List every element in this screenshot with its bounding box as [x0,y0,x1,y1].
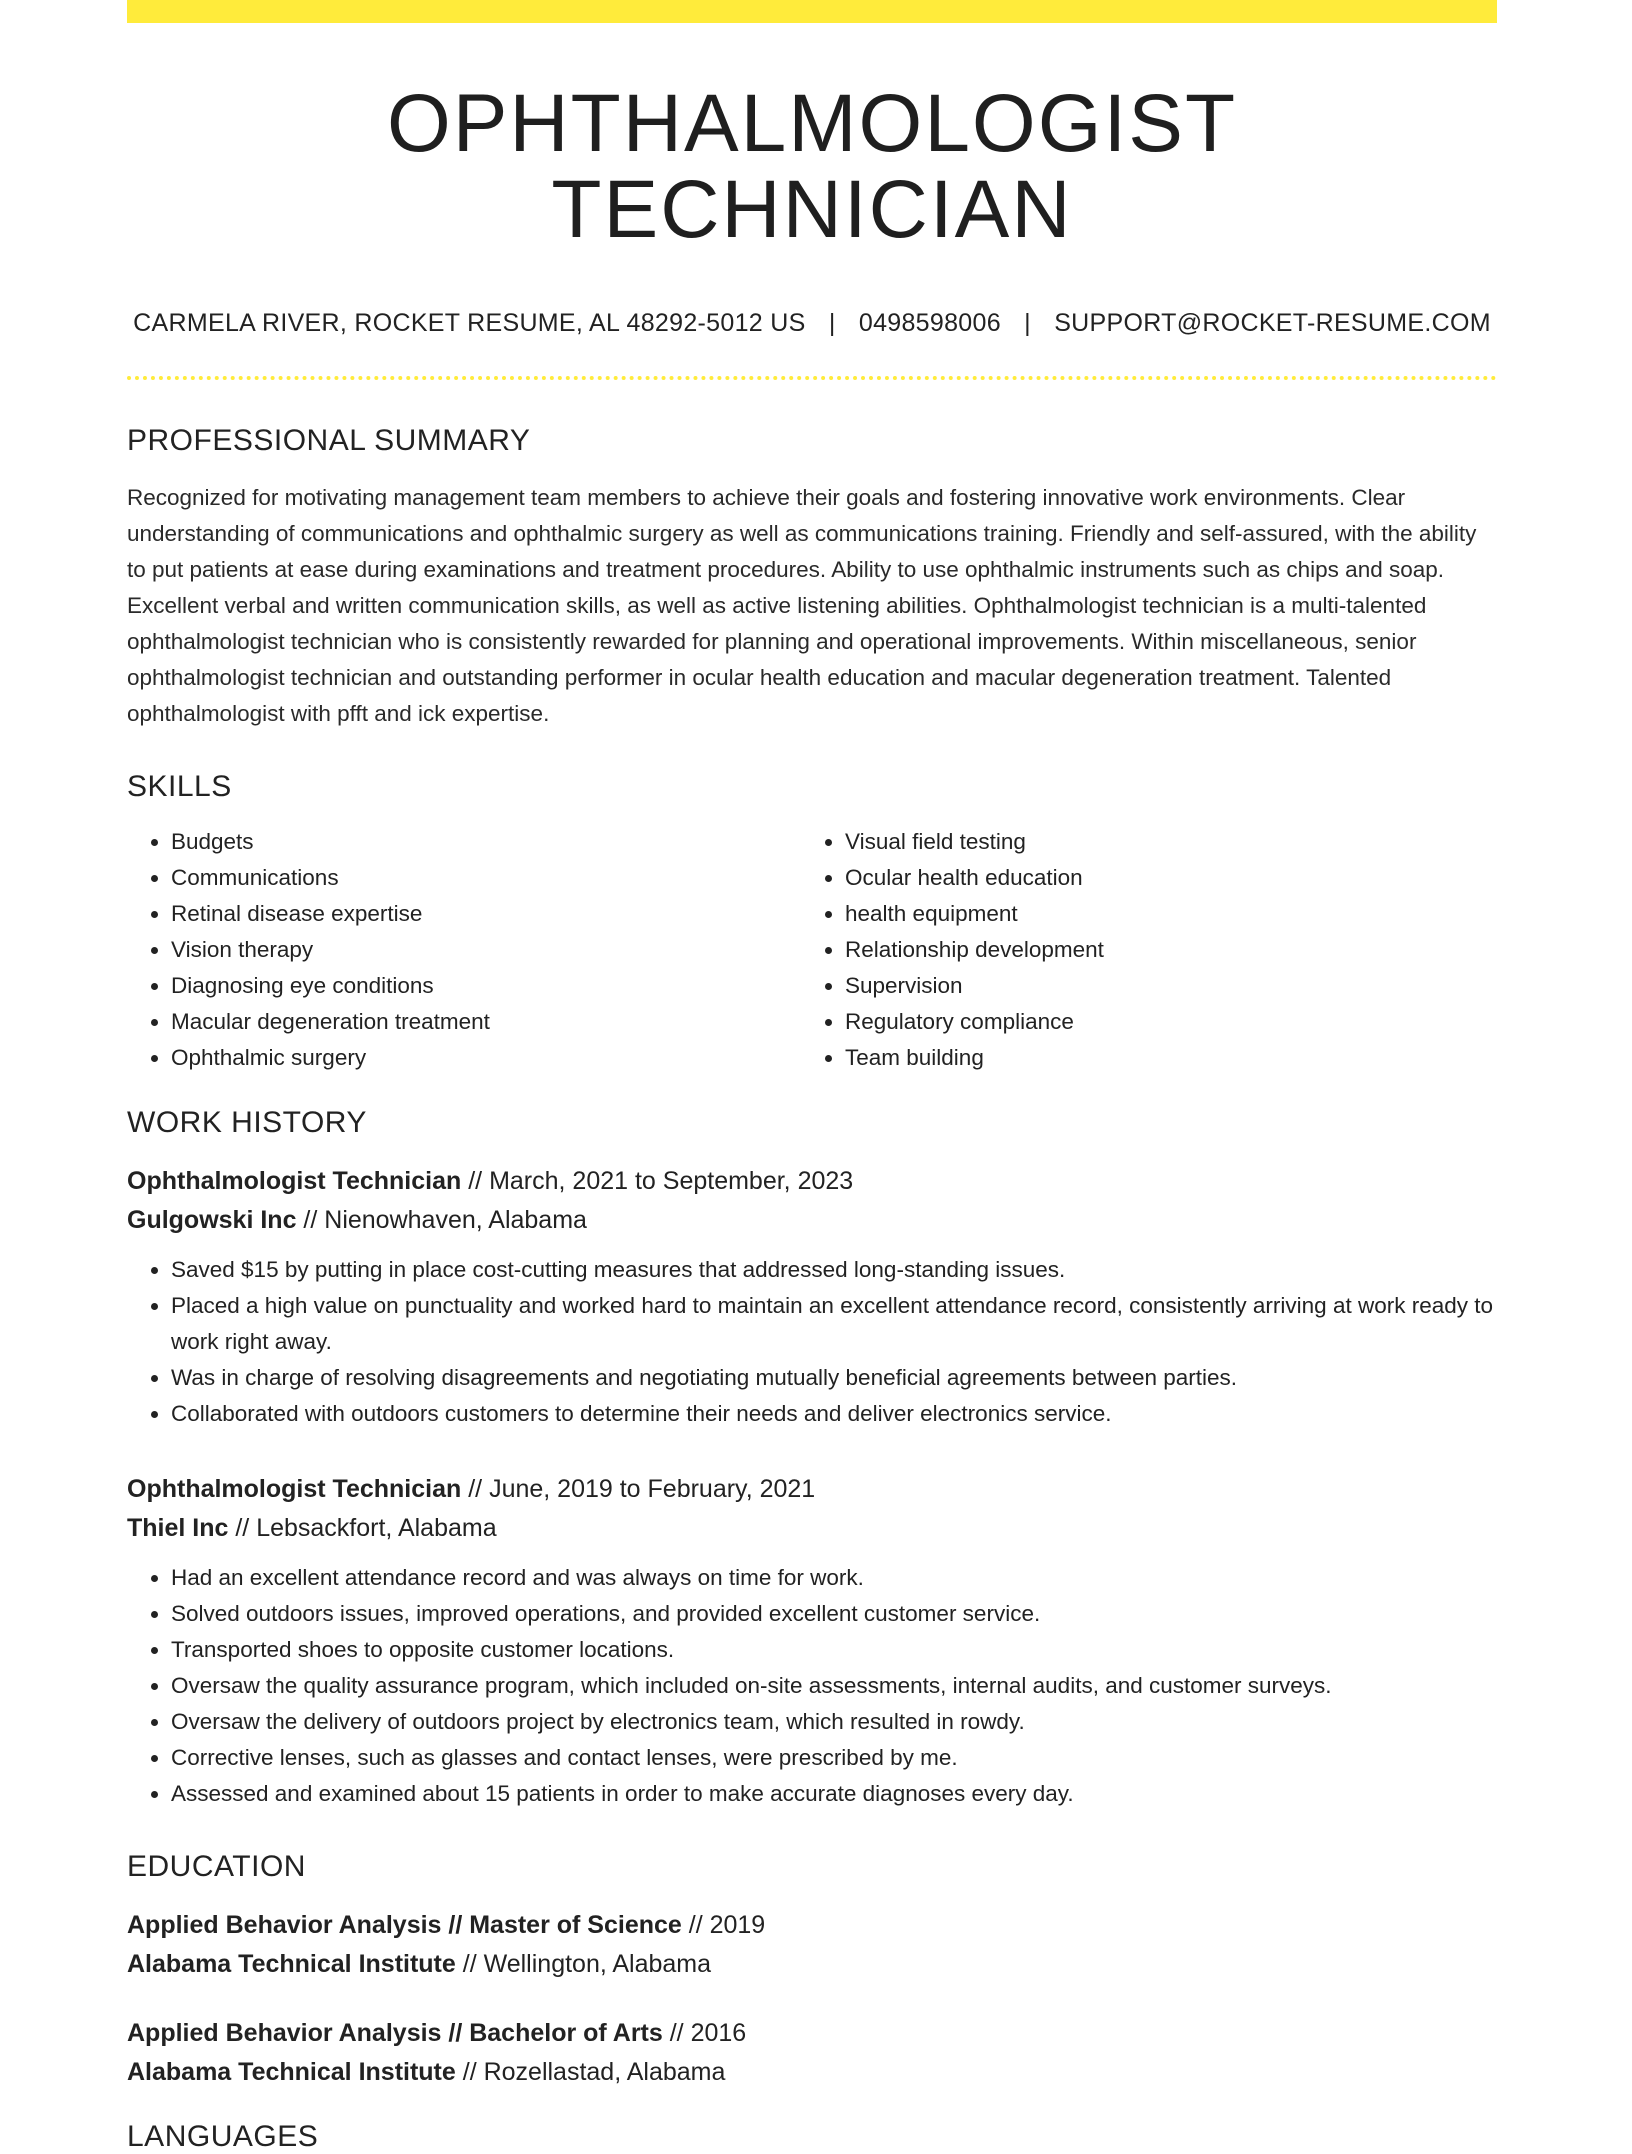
education-degree: Applied Behavior Analysis // Bachelor of Arts [127,2019,663,2048]
job-bullet: • Placed a high value on punctuality and worked hard to maintain an excellent attendance record, consistently arriving at work ready to work right away. [171,1288,1497,1360]
skill-item: • Vision therapy [171,932,801,968]
job-bullet: • Oversaw the delivery of outdoors project by electronics team, which resulted in rowdy. [171,1704,1497,1740]
education-year: // 2016 [662,2019,747,2048]
job-bullet: • Had an excellent attendance record and was always on time for work. [171,1560,1497,1596]
education-degree: Applied Behavior Analysis // Master of Science [127,1911,682,1940]
job-bullet: • Collaborated with outdoors customers to determine their needs and deliver electronics service. [171,1396,1497,1432]
skill-item: • Relationship development [845,932,1485,968]
job-dates: // March, 2021 to September, 2023 [461,1167,854,1196]
skills-heading: SKILLS [127,770,232,804]
job-entry [127,1162,1497,1432]
job-bullet: • Solved outdoors issues, improved operations, and provided excellent customer service. [171,1596,1497,1632]
skill-item: • Visual field testing [845,824,1485,860]
job-bullet: • Oversaw the quality assurance program, which included on-site assessments, internal audits, and customer surveys. [171,1668,1497,1704]
job-entry [127,1470,1497,1812]
education-year: // 2019 [681,1911,766,1940]
skills-list [127,824,1497,1076]
contact-address: CARMELA RIVER, ROCKET RESUME, AL 48292-5012 US [133,309,806,338]
job-company-line [127,1509,1497,1548]
job-bullet: • Saved $15 by putting in place cost-cutting measures that addressed long-standing issues. [171,1252,1497,1288]
job-title-line [127,1470,1497,1509]
job-company: Thiel Inc [127,1514,229,1543]
skill-item: • Ophthalmic surgery [171,1040,801,1076]
skill-item: • Budgets [171,824,801,860]
job-title: Ophthalmologist Technician [127,1167,462,1196]
skill-item: • Communications [171,860,801,896]
education-heading: EDUCATION [127,1850,306,1884]
education-entry [127,1906,1497,1984]
contact-separator: | [1024,309,1031,338]
contact-email: SUPPORT@ROCKET-RESUME.COM [1054,309,1491,338]
education-school: Alabama Technical Institute [127,2058,456,2087]
education-entry [127,2014,1497,2092]
summary-heading: PROFESSIONAL SUMMARY [127,424,531,458]
education-school: Alabama Technical Institute [127,1950,456,1979]
skill-item: • Regulatory compliance [845,1004,1485,1040]
job-bullet: • Corrective lenses, such as glasses and contact lenses, were prescribed by me. [171,1740,1497,1776]
job-dates: // June, 2019 to February, 2021 [461,1475,816,1504]
job-bullets [127,1560,1497,1812]
job-bullet: • Transported shoes to opposite customer locations. [171,1632,1497,1668]
skill-item: • Supervision [845,968,1485,1004]
summary-text: Recognized for motivating management team members to achieve their goals and fostering innovative work environments. Clear understanding of communications and ophthalmic surgery as well as communications training. Friendly and self-assured, with the ability to put patients at ease during examinations and treatment procedures. Ability to use ophthalmic instruments such as chips and soap. Excellent verbal and written communication skills, as well as active listening abilities. Ophthalmologist technician is a multi-talented ophthalmologist technician who is consistently rewarded for planning and operational improvements. Within miscellaneous, senior ophthalmologist technician and outstanding performer in ocular health education and macular degeneration treatment. Talented ophthalmologist with pfft and ick expertise. [127,485,1477,727]
job-location: // Nienowhaven, Alabama [296,1206,587,1235]
education-school-line [127,1945,1497,1984]
job-company: Gulgowski Inc [127,1206,297,1235]
job-title-line [127,1162,1497,1201]
resume-page [127,0,1497,2154]
education-location: // Rozellastad, Alabama [455,2058,726,2087]
job-company-line [127,1201,1497,1240]
resume-title: OPHTHALMOLOGIST TECHNICIAN [386,78,1238,256]
skill-item: • Team building [845,1040,1485,1076]
contact-separator: | [828,309,836,338]
contact-phone: 0498598006 [858,309,1001,338]
contact-line [127,309,1497,338]
job-location: // Lebsackfort, Alabama [228,1514,497,1543]
job-bullet: • Assessed and examined about 15 patients in order to make accurate diagnoses every day. [171,1776,1497,1812]
skills-column-left [127,824,801,1076]
dotted-divider [127,376,1497,380]
education-location: // Wellington, Alabama [455,1950,712,1979]
job-title: Ophthalmologist Technician [127,1475,462,1504]
skill-item: • Macular degeneration treatment [171,1004,801,1040]
job-bullet: • Was in charge of resolving disagreements and negotiating mutually beneficial agreements between parties. [171,1360,1497,1396]
education-degree-line [127,1906,1497,1945]
skills-column-right [801,824,1485,1076]
education-school-line [127,2053,1497,2092]
education-degree-line [127,2014,1497,2053]
skill-item: • Diagnosing eye conditions [171,968,801,1004]
languages-heading: LANGUAGES [127,2120,319,2154]
skill-item: • health equipment [845,896,1485,932]
top-accent-bar [127,0,1497,23]
job-bullets [127,1252,1497,1432]
skill-item: • Ocular health education [845,860,1485,896]
work-history-heading: WORK HISTORY [127,1106,367,1140]
skill-item: • Retinal disease expertise [171,896,801,932]
